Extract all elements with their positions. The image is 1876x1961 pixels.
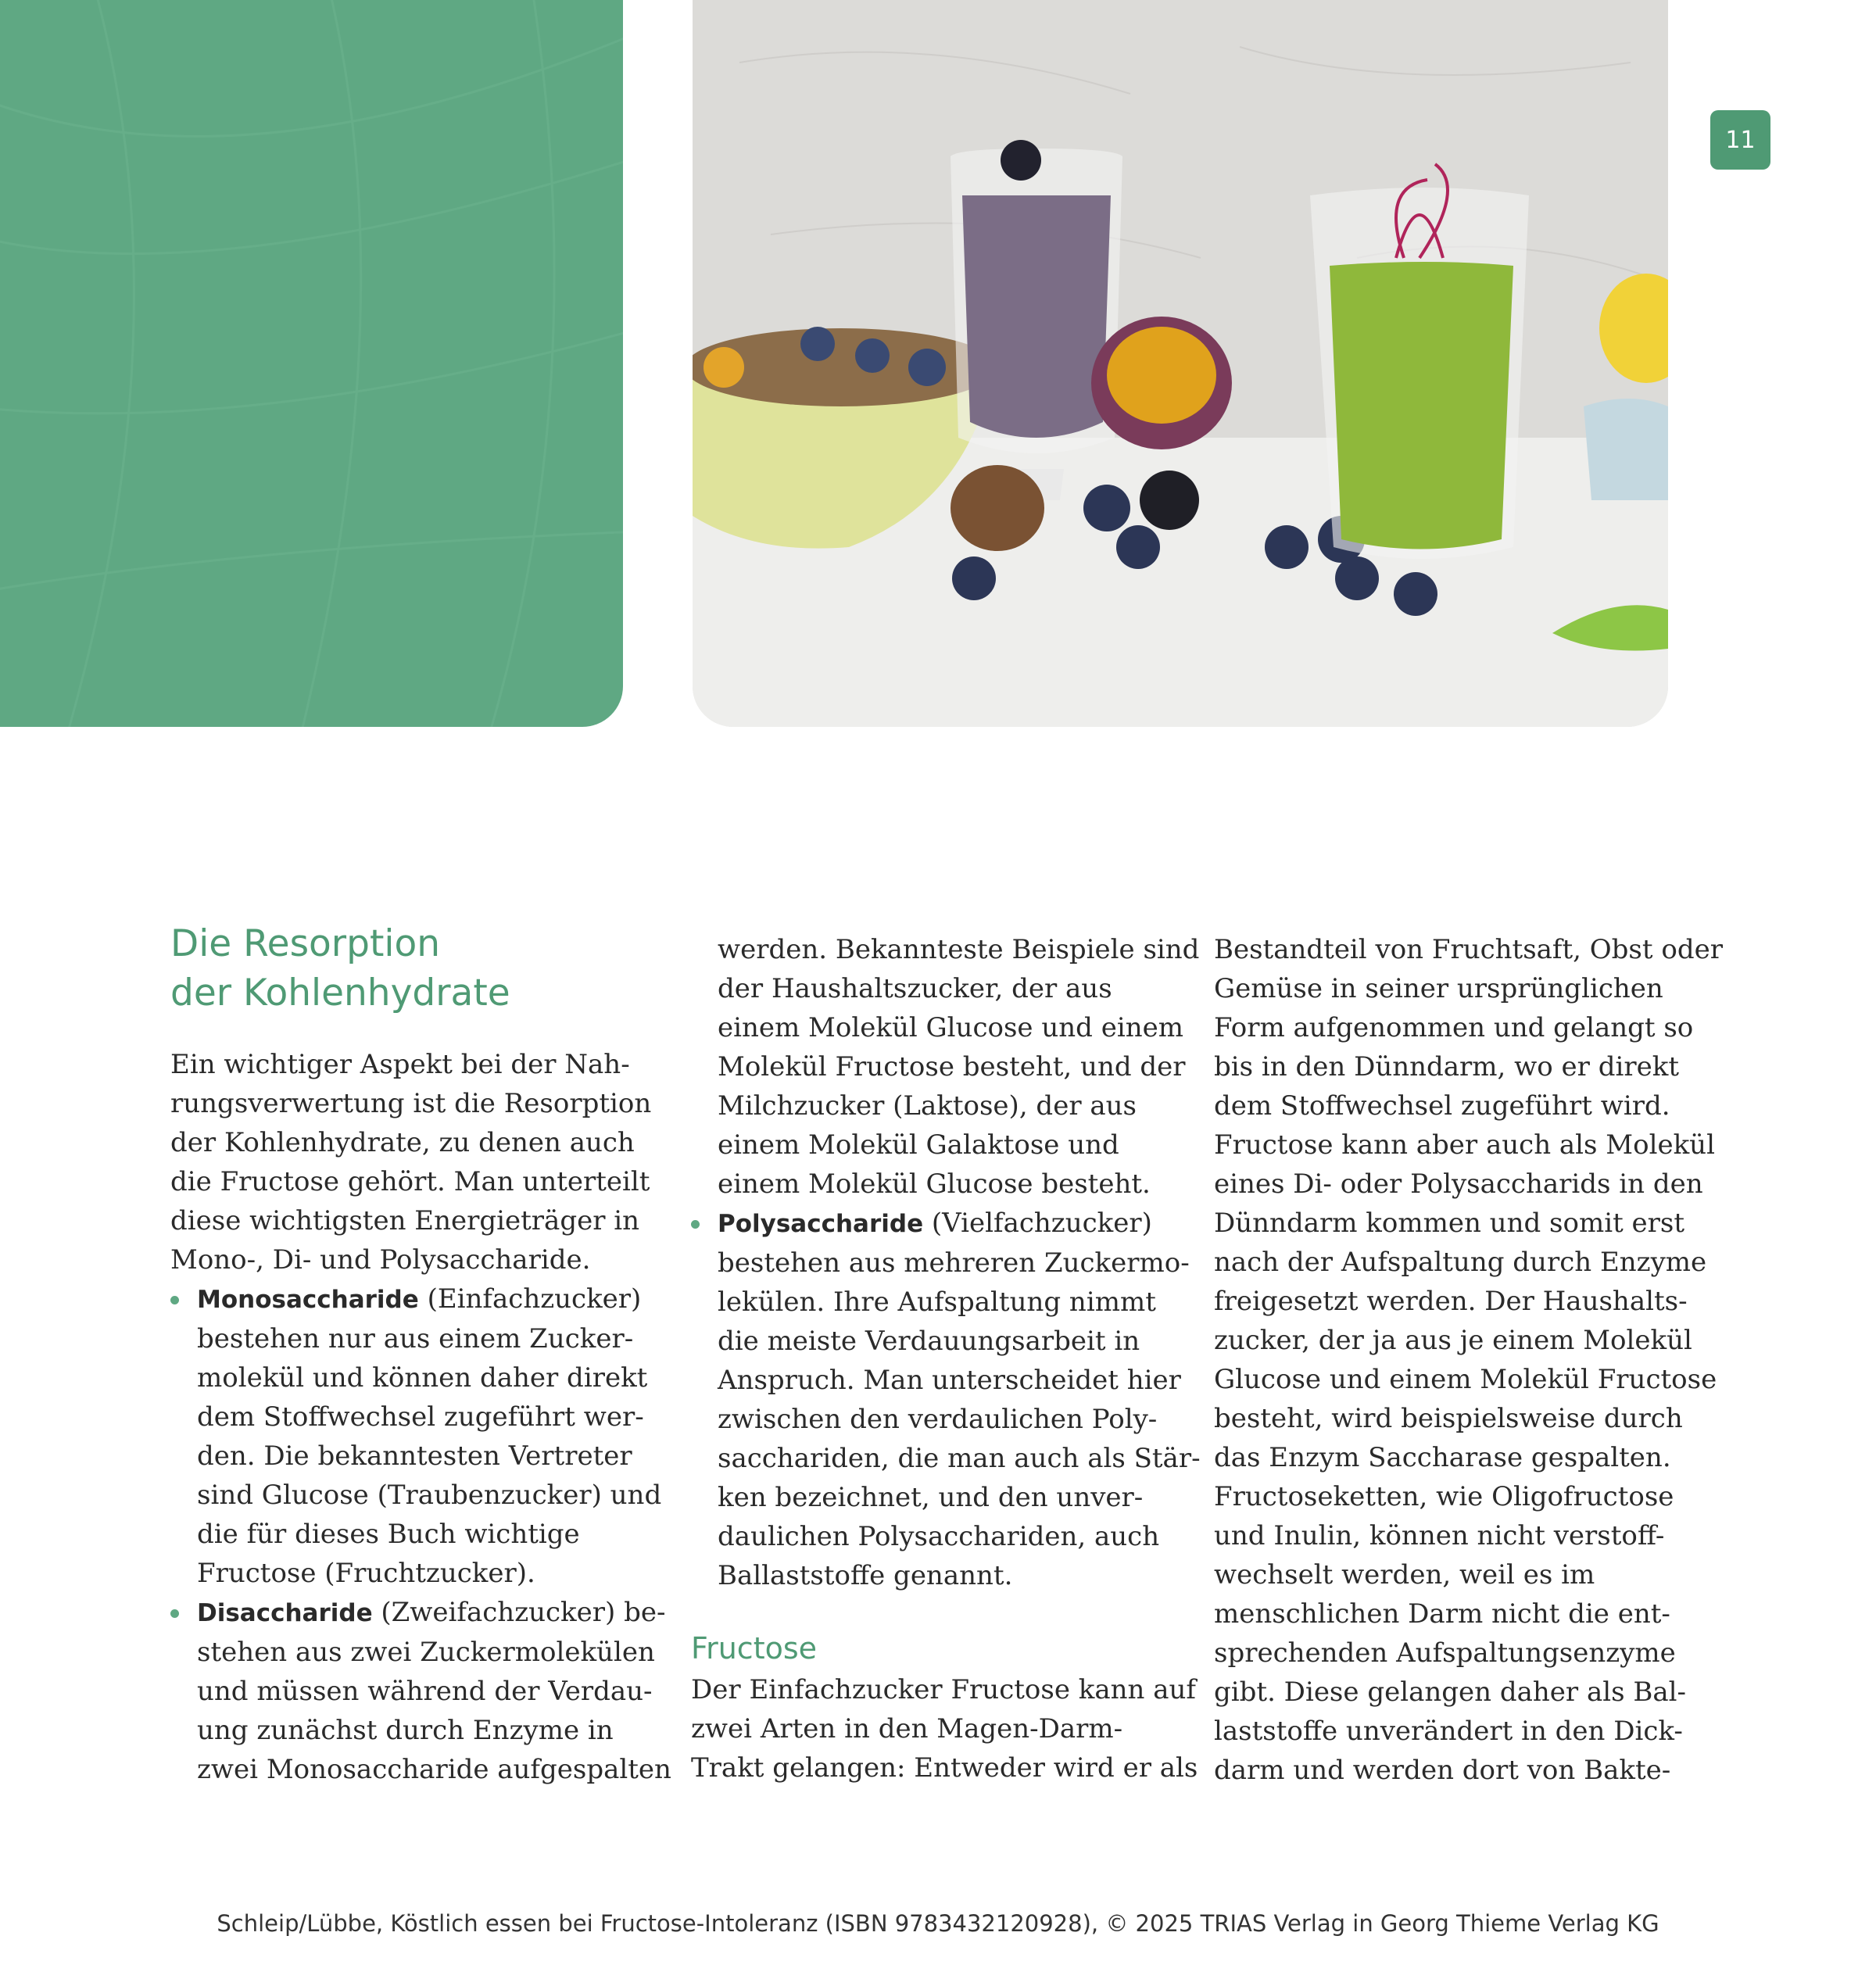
text-line: sind Glucose (Traubenzucker) und xyxy=(197,1480,662,1511)
text-line: werden. Bekannteste Beispiele sind xyxy=(718,934,1200,965)
text-line: Fructose (Fruchtzucker). xyxy=(197,1558,535,1589)
text-line: darm und werden dort von Bakte- xyxy=(1214,1755,1671,1786)
text-line: gibt. Diese gelangen daher als Bal- xyxy=(1214,1677,1686,1708)
decorative-green-panel xyxy=(0,0,623,727)
text-line: wechselt werden, weil es im xyxy=(1214,1559,1595,1591)
text-line: dem Stoffwechsel zugeführt wer- xyxy=(197,1401,644,1433)
text-line: Bestandteil von Fruchtsaft, Obst oder xyxy=(1214,934,1723,965)
text-line: lekülen. Ihre Aufspaltung nimmt xyxy=(718,1286,1156,1318)
text-line: und Inulin, können nicht verstoff- xyxy=(1214,1520,1665,1551)
text-line: einem Molekül Glucose und einem xyxy=(718,1012,1183,1043)
page-number-badge: 11 xyxy=(1710,110,1770,170)
text-line: Ein wichtiger Aspekt bei der Nah- xyxy=(170,1049,630,1080)
text-line xyxy=(197,1279,642,1319)
text-line: Der Einfachzucker Fructose kann auf xyxy=(691,1674,1196,1705)
text-column-1 xyxy=(170,919,671,1789)
text-line: Fructoseketten, wie Oligofructose xyxy=(1214,1481,1674,1512)
text-line: zwei Monosaccharide aufgespalten xyxy=(197,1754,671,1785)
text-line: Gemüse in seiner ursprünglichen xyxy=(1214,973,1663,1004)
section-heading-line2: der Kohlenhydrate xyxy=(170,972,510,1014)
fructose-heading: Fructose xyxy=(691,1631,818,1666)
text-line: zwei Arten in den Magen-Darm- xyxy=(691,1713,1123,1745)
text-line: molekül und können daher direkt xyxy=(197,1362,648,1394)
text-line: Mono-, Di- und Polysaccharide. xyxy=(170,1244,591,1276)
text-line: der Kohlenhydrate, zu denen auch xyxy=(170,1127,635,1158)
section-heading xyxy=(170,919,639,1018)
saccharide-list-continued xyxy=(691,1204,1201,1595)
text-line: einem Molekül Galaktose und xyxy=(718,1129,1119,1161)
text-fragment: (Einfachzucker) xyxy=(418,1283,642,1315)
text-line: besteht, wird beispielsweise durch xyxy=(1214,1403,1683,1434)
text-line: zucker, der ja aus je einem Molekül xyxy=(1214,1325,1692,1356)
saccharide-list xyxy=(170,1279,671,1789)
text-line: einem Molekül Glucose besteht. xyxy=(718,1168,1151,1200)
text-line: dem Stoffwechsel zugeführt wird. xyxy=(1214,1090,1670,1122)
text-line: stehen aus zwei Zuckermolekülen xyxy=(197,1637,655,1668)
text-fragment: (Vielfachzucker) xyxy=(923,1208,1152,1239)
text-line: Trakt gelangen: Entweder wird er als xyxy=(691,1752,1198,1784)
text-line: freigesetzt werden. Der Haushalts- xyxy=(1214,1286,1688,1317)
text-line: die meiste Verdauungsarbeit in xyxy=(718,1326,1140,1357)
text-line: sacchariden, die man auch als Stär- xyxy=(718,1443,1201,1474)
text-line: Dünndarm kommen und somit erst xyxy=(1214,1208,1685,1239)
text-line: die für dieses Buch wichtige xyxy=(197,1519,580,1550)
text-line xyxy=(718,1204,1160,1244)
text-fragment: (Zweifachzucker) be- xyxy=(372,1597,666,1628)
disaccharide-continued xyxy=(691,930,1200,1204)
text-line: den. Die bekanntesten Vertreter xyxy=(197,1440,632,1472)
intro-paragraph xyxy=(170,1045,652,1279)
text-line: ung zunächst durch Enzyme in xyxy=(197,1715,614,1746)
text-line: das Enzym Saccharase gespalten. xyxy=(1214,1442,1671,1473)
food-photo xyxy=(693,0,1668,727)
text-column-2 xyxy=(691,930,1201,1787)
list-item-monosaccharide xyxy=(170,1279,662,1593)
fructose-paragraph-continued xyxy=(1214,930,1723,1790)
text-line: ken bezeichnet, und den unver- xyxy=(718,1482,1144,1513)
text-line: rungsverwertung ist die Resorption xyxy=(170,1088,652,1119)
text-line: Ballaststoffe genannt. xyxy=(718,1560,1013,1591)
text-line: und müssen während der Verdau- xyxy=(197,1676,653,1707)
text-line: diese wichtigsten Energieträger in xyxy=(170,1205,640,1236)
text-line: menschlichen Darm nicht die ent- xyxy=(1214,1598,1670,1630)
term-monosaccharide: Monosaccharide xyxy=(197,1286,419,1314)
leaf-pattern xyxy=(0,0,623,727)
text-line xyxy=(197,1593,666,1633)
list-item-polysaccharide xyxy=(691,1204,1201,1595)
fructose-paragraph xyxy=(691,1670,1198,1787)
copyright-footer: Schleip/Lübbe, Köstlich essen bei Fructose-Intoleranz (ISBN 9783432120928), © 2025 TRIAS Verlag in Georg Thieme Verlag KG xyxy=(217,1910,1659,1937)
text-line: zwischen den verdaulichen Poly- xyxy=(718,1404,1158,1435)
term-disaccharide: Disaccharide xyxy=(197,1599,373,1627)
text-line: bestehen nur aus einem Zucker- xyxy=(197,1323,634,1354)
text-line: der Haushaltszucker, der aus xyxy=(718,973,1112,1004)
text-line: eines Di- oder Polysaccharids in den xyxy=(1214,1168,1703,1200)
text-line: Glucose und einem Molekül Fructose xyxy=(1214,1364,1717,1395)
text-line: Milchzucker (Laktose), der aus xyxy=(718,1090,1137,1122)
text-line: die Fructose gehört. Man unterteilt xyxy=(170,1166,650,1197)
text-line: Form aufgenommen und gelangt so xyxy=(1214,1012,1694,1043)
text-line: daulichen Polysacchariden, auch xyxy=(718,1521,1160,1552)
list-item-disaccharide xyxy=(170,1593,671,1789)
text-line: nach der Aufspaltung durch Enzyme xyxy=(1214,1247,1707,1278)
text-line: bestehen aus mehreren Zuckermo- xyxy=(718,1247,1190,1279)
text-line: bis in den Dünndarm, wo er direkt xyxy=(1214,1051,1679,1082)
text-line: laststoffe unverändert in den Dick- xyxy=(1214,1716,1683,1747)
term-polysaccharide: Polysaccharide xyxy=(718,1210,924,1238)
text-column-3 xyxy=(1214,930,1723,1790)
text-line: sprechenden Aufspaltungsenzyme xyxy=(1214,1637,1676,1669)
text-line: Anspruch. Man unterscheidet hier xyxy=(718,1365,1181,1396)
smoothie-photo-illustration xyxy=(693,0,1668,727)
section-heading-line1: Die Resorption xyxy=(170,922,440,965)
text-line: Fructose kann aber auch als Molekül xyxy=(1214,1129,1715,1161)
text-line: Molekül Fructose besteht, und der xyxy=(718,1051,1186,1082)
